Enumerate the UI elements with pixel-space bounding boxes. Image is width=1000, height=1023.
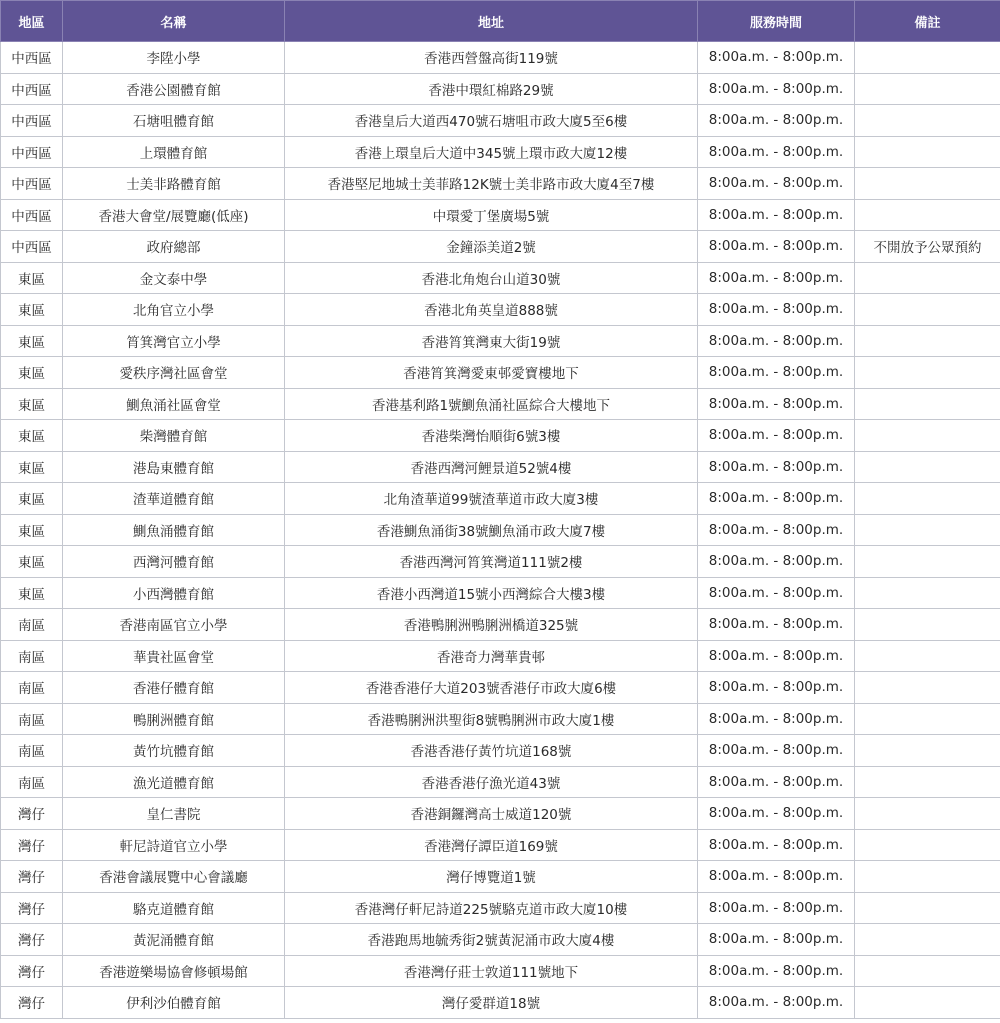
cell-remarks bbox=[855, 798, 1000, 830]
cell-address: 香港灣仔譚臣道169號 bbox=[285, 829, 698, 861]
cell-district: 灣仔 bbox=[1, 892, 63, 924]
header-row bbox=[1, 1, 1000, 42]
cell-district: 南區 bbox=[1, 609, 63, 641]
cell-address: 香港香港仔漁光道43號 bbox=[285, 766, 698, 798]
cell-remarks bbox=[855, 483, 1000, 515]
cell-venue-name: 石塘咀體育館 bbox=[63, 105, 285, 137]
cell-remarks bbox=[855, 357, 1000, 389]
cell-remarks bbox=[855, 451, 1000, 483]
table-row bbox=[1, 388, 1000, 420]
cell-service-hours: 8:00a.m. - 8:00p.m. bbox=[698, 199, 855, 231]
cell-remarks bbox=[855, 546, 1000, 578]
cell-district: 東區 bbox=[1, 357, 63, 389]
cell-venue-name: 黃竹坑體育館 bbox=[63, 735, 285, 767]
cell-district: 東區 bbox=[1, 388, 63, 420]
cell-remarks bbox=[855, 703, 1000, 735]
cell-address: 香港小西灣道15號小西灣綜合大樓3樓 bbox=[285, 577, 698, 609]
cell-district: 南區 bbox=[1, 766, 63, 798]
table-row bbox=[1, 105, 1000, 137]
cell-venue-name: 香港南區官立小學 bbox=[63, 609, 285, 641]
cell-district: 灣仔 bbox=[1, 987, 63, 1019]
cell-remarks bbox=[855, 388, 1000, 420]
cell-venue-name: 香港會議展覽中心會議廳 bbox=[63, 861, 285, 893]
cell-venue-name: 上環體育館 bbox=[63, 136, 285, 168]
cell-service-hours: 8:00a.m. - 8:00p.m. bbox=[698, 798, 855, 830]
table-row bbox=[1, 640, 1000, 672]
cell-district: 中西區 bbox=[1, 105, 63, 137]
cell-address: 香港基利路1號鰂魚涌社區綜合大樓地下 bbox=[285, 388, 698, 420]
cell-district: 中西區 bbox=[1, 42, 63, 74]
table-row bbox=[1, 199, 1000, 231]
cell-district: 東區 bbox=[1, 546, 63, 578]
cell-service-hours: 8:00a.m. - 8:00p.m. bbox=[698, 73, 855, 105]
cell-remarks: 不開放予公眾預約 bbox=[855, 231, 1000, 263]
cell-service-hours: 8:00a.m. - 8:00p.m. bbox=[698, 546, 855, 578]
cell-district: 中西區 bbox=[1, 168, 63, 200]
cell-district: 灣仔 bbox=[1, 955, 63, 987]
cell-address: 香港鴨脷洲洪聖街8號鴨脷洲市政大廈1樓 bbox=[285, 703, 698, 735]
cell-address: 香港香港仔黃竹坑道168號 bbox=[285, 735, 698, 767]
cell-district: 南區 bbox=[1, 640, 63, 672]
table-row bbox=[1, 703, 1000, 735]
cell-venue-name: 香港公園體育館 bbox=[63, 73, 285, 105]
cell-remarks bbox=[855, 766, 1000, 798]
cell-service-hours: 8:00a.m. - 8:00p.m. bbox=[698, 861, 855, 893]
cell-district: 南區 bbox=[1, 703, 63, 735]
cell-service-hours: 8:00a.m. - 8:00p.m. bbox=[698, 105, 855, 137]
cell-district: 中西區 bbox=[1, 199, 63, 231]
cell-venue-name: 西灣河體育館 bbox=[63, 546, 285, 578]
cell-address: 香港筲箕灣愛東邨愛寶樓地下 bbox=[285, 357, 698, 389]
cell-remarks bbox=[855, 294, 1000, 326]
cell-service-hours: 8:00a.m. - 8:00p.m. bbox=[698, 609, 855, 641]
cell-service-hours: 8:00a.m. - 8:00p.m. bbox=[698, 703, 855, 735]
cell-service-hours: 8:00a.m. - 8:00p.m. bbox=[698, 451, 855, 483]
cell-remarks bbox=[855, 640, 1000, 672]
cell-district: 東區 bbox=[1, 325, 63, 357]
table-row bbox=[1, 735, 1000, 767]
cell-address: 香港柴灣怡順街6號3樓 bbox=[285, 420, 698, 452]
cell-service-hours: 8:00a.m. - 8:00p.m. bbox=[698, 640, 855, 672]
cell-address: 香港皇后大道西470號石塘咀市政大廈5至6樓 bbox=[285, 105, 698, 137]
cell-remarks bbox=[855, 262, 1000, 294]
cell-service-hours: 8:00a.m. - 8:00p.m. bbox=[698, 388, 855, 420]
cell-service-hours: 8:00a.m. - 8:00p.m. bbox=[698, 577, 855, 609]
cell-venue-name: 駱克道體育館 bbox=[63, 892, 285, 924]
cell-venue-name: 筲箕灣官立小學 bbox=[63, 325, 285, 357]
cell-venue-name: 香港大會堂/展覽廳(低座) bbox=[63, 199, 285, 231]
cell-address: 香港西灣河鯉景道52號4樓 bbox=[285, 451, 698, 483]
cell-venue-name: 黃泥涌體育館 bbox=[63, 924, 285, 956]
cell-venue-name: 柴灣體育館 bbox=[63, 420, 285, 452]
cell-venue-name: 漁光道體育館 bbox=[63, 766, 285, 798]
cell-district: 東區 bbox=[1, 262, 63, 294]
cell-remarks bbox=[855, 199, 1000, 231]
cell-service-hours: 8:00a.m. - 8:00p.m. bbox=[698, 892, 855, 924]
cell-venue-name: 皇仁書院 bbox=[63, 798, 285, 830]
table-row bbox=[1, 892, 1000, 924]
column-header-address: 地址 bbox=[285, 1, 698, 42]
table-row bbox=[1, 861, 1000, 893]
cell-district: 灣仔 bbox=[1, 861, 63, 893]
cell-district: 中西區 bbox=[1, 231, 63, 263]
cell-remarks bbox=[855, 735, 1000, 767]
cell-address: 北角渣華道99號渣華道市政大廈3樓 bbox=[285, 483, 698, 515]
table-row bbox=[1, 357, 1000, 389]
cell-address: 香港堅尼地城士美菲路12K號士美非路市政大廈4至7樓 bbox=[285, 168, 698, 200]
cell-district: 中西區 bbox=[1, 136, 63, 168]
cell-address: 香港北角炮台山道30號 bbox=[285, 262, 698, 294]
cell-remarks bbox=[855, 924, 1000, 956]
cell-address: 灣仔愛群道18號 bbox=[285, 987, 698, 1019]
cell-venue-name: 政府總部 bbox=[63, 231, 285, 263]
cell-venue-name: 士美非路體育館 bbox=[63, 168, 285, 200]
cell-venue-name: 李陞小學 bbox=[63, 42, 285, 74]
cell-remarks bbox=[855, 168, 1000, 200]
cell-venue-name: 鰂魚涌社區會堂 bbox=[63, 388, 285, 420]
table-row bbox=[1, 168, 1000, 200]
cell-venue-name: 北角官立小學 bbox=[63, 294, 285, 326]
cell-service-hours: 8:00a.m. - 8:00p.m. bbox=[698, 955, 855, 987]
table-body bbox=[1, 42, 1000, 1019]
cell-venue-name: 金文泰中學 bbox=[63, 262, 285, 294]
cell-district: 中西區 bbox=[1, 73, 63, 105]
cell-venue-name: 鰂魚涌體育館 bbox=[63, 514, 285, 546]
cell-district: 灣仔 bbox=[1, 829, 63, 861]
table-row bbox=[1, 325, 1000, 357]
table-row bbox=[1, 42, 1000, 74]
cell-address: 香港北角英皇道888號 bbox=[285, 294, 698, 326]
cell-district: 南區 bbox=[1, 735, 63, 767]
table-row bbox=[1, 483, 1000, 515]
cell-remarks bbox=[855, 73, 1000, 105]
cell-service-hours: 8:00a.m. - 8:00p.m. bbox=[698, 924, 855, 956]
cell-remarks bbox=[855, 577, 1000, 609]
cell-service-hours: 8:00a.m. - 8:00p.m. bbox=[698, 420, 855, 452]
cell-district: 東區 bbox=[1, 451, 63, 483]
table-row bbox=[1, 136, 1000, 168]
cell-service-hours: 8:00a.m. - 8:00p.m. bbox=[698, 735, 855, 767]
cell-remarks bbox=[855, 42, 1000, 74]
cell-service-hours: 8:00a.m. - 8:00p.m. bbox=[698, 514, 855, 546]
cell-remarks bbox=[855, 514, 1000, 546]
cell-address: 中環愛丁堡廣場5號 bbox=[285, 199, 698, 231]
cell-service-hours: 8:00a.m. - 8:00p.m. bbox=[698, 231, 855, 263]
cell-service-hours: 8:00a.m. - 8:00p.m. bbox=[698, 294, 855, 326]
cell-address: 香港筲箕灣東大街19號 bbox=[285, 325, 698, 357]
cell-service-hours: 8:00a.m. - 8:00p.m. bbox=[698, 136, 855, 168]
cell-venue-name: 港島東體育館 bbox=[63, 451, 285, 483]
cell-district: 南區 bbox=[1, 672, 63, 704]
cell-remarks bbox=[855, 136, 1000, 168]
cell-address: 香港西灣河筲箕灣道111號2樓 bbox=[285, 546, 698, 578]
table-row bbox=[1, 514, 1000, 546]
cell-remarks bbox=[855, 955, 1000, 987]
cell-service-hours: 8:00a.m. - 8:00p.m. bbox=[698, 168, 855, 200]
cell-service-hours: 8:00a.m. - 8:00p.m. bbox=[698, 325, 855, 357]
cell-address: 香港上環皇后大道中345號上環市政大廈12樓 bbox=[285, 136, 698, 168]
cell-venue-name: 香港遊樂場協會修頓場館 bbox=[63, 955, 285, 987]
cell-address: 香港銅鑼灣高士威道120號 bbox=[285, 798, 698, 830]
cell-address: 灣仔博覽道1號 bbox=[285, 861, 698, 893]
table-row bbox=[1, 546, 1000, 578]
cell-service-hours: 8:00a.m. - 8:00p.m. bbox=[698, 672, 855, 704]
table-row bbox=[1, 798, 1000, 830]
cell-venue-name: 伊利沙伯體育館 bbox=[63, 987, 285, 1019]
cell-district: 灣仔 bbox=[1, 924, 63, 956]
cell-service-hours: 8:00a.m. - 8:00p.m. bbox=[698, 987, 855, 1019]
table-row bbox=[1, 829, 1000, 861]
cell-remarks bbox=[855, 420, 1000, 452]
cell-district: 東區 bbox=[1, 420, 63, 452]
cell-remarks bbox=[855, 987, 1000, 1019]
cell-service-hours: 8:00a.m. - 8:00p.m. bbox=[698, 357, 855, 389]
cell-district: 東區 bbox=[1, 577, 63, 609]
cell-address: 香港鰂魚涌街38號鰂魚涌市政大廈7樓 bbox=[285, 514, 698, 546]
table-row bbox=[1, 262, 1000, 294]
cell-venue-name: 渣華道體育館 bbox=[63, 483, 285, 515]
cell-address: 香港西營盤高街119號 bbox=[285, 42, 698, 74]
table-row bbox=[1, 955, 1000, 987]
cell-district: 東區 bbox=[1, 514, 63, 546]
cell-address: 香港灣仔莊士敦道111號地下 bbox=[285, 955, 698, 987]
cell-address: 香港鴨脷洲鴨脷洲橋道325號 bbox=[285, 609, 698, 641]
cell-service-hours: 8:00a.m. - 8:00p.m. bbox=[698, 483, 855, 515]
cell-venue-name: 小西灣體育館 bbox=[63, 577, 285, 609]
cell-venue-name: 華貴社區會堂 bbox=[63, 640, 285, 672]
cell-service-hours: 8:00a.m. - 8:00p.m. bbox=[698, 42, 855, 74]
cell-remarks bbox=[855, 325, 1000, 357]
table-row bbox=[1, 987, 1000, 1019]
cell-address: 香港灣仔軒尼詩道225號駱克道市政大廈10樓 bbox=[285, 892, 698, 924]
cell-venue-name: 鴨脷洲體育館 bbox=[63, 703, 285, 735]
cell-address: 香港香港仔大道203號香港仔市政大廈6樓 bbox=[285, 672, 698, 704]
cell-remarks bbox=[855, 609, 1000, 641]
table-row bbox=[1, 451, 1000, 483]
column-header-hours: 服務時間 bbox=[698, 1, 855, 42]
cell-remarks bbox=[855, 672, 1000, 704]
table-row bbox=[1, 672, 1000, 704]
cell-remarks bbox=[855, 892, 1000, 924]
cell-district: 東區 bbox=[1, 483, 63, 515]
table-row bbox=[1, 231, 1000, 263]
table-row bbox=[1, 766, 1000, 798]
table-row bbox=[1, 73, 1000, 105]
cell-venue-name: 軒尼詩道官立小學 bbox=[63, 829, 285, 861]
column-header-name: 名稱 bbox=[63, 1, 285, 42]
cell-address: 香港奇力灣華貴邨 bbox=[285, 640, 698, 672]
cell-address: 金鐘添美道2號 bbox=[285, 231, 698, 263]
cell-venue-name: 愛秩序灣社區會堂 bbox=[63, 357, 285, 389]
table-row bbox=[1, 924, 1000, 956]
cell-address: 香港中環紅棉路29號 bbox=[285, 73, 698, 105]
cell-district: 東區 bbox=[1, 294, 63, 326]
column-header-remarks: 備註 bbox=[855, 1, 1000, 42]
cell-service-hours: 8:00a.m. - 8:00p.m. bbox=[698, 262, 855, 294]
table-row bbox=[1, 294, 1000, 326]
cell-remarks bbox=[855, 861, 1000, 893]
cell-remarks bbox=[855, 105, 1000, 137]
table-row bbox=[1, 420, 1000, 452]
cell-venue-name: 香港仔體育館 bbox=[63, 672, 285, 704]
column-header-district: 地區 bbox=[1, 1, 63, 42]
cell-remarks bbox=[855, 829, 1000, 861]
cell-service-hours: 8:00a.m. - 8:00p.m. bbox=[698, 766, 855, 798]
cell-address: 香港跑馬地毓秀街2號黃泥涌市政大廈4樓 bbox=[285, 924, 698, 956]
cell-service-hours: 8:00a.m. - 8:00p.m. bbox=[698, 829, 855, 861]
table-row bbox=[1, 577, 1000, 609]
table-row bbox=[1, 609, 1000, 641]
table-header bbox=[1, 1, 1000, 42]
cell-district: 灣仔 bbox=[1, 798, 63, 830]
